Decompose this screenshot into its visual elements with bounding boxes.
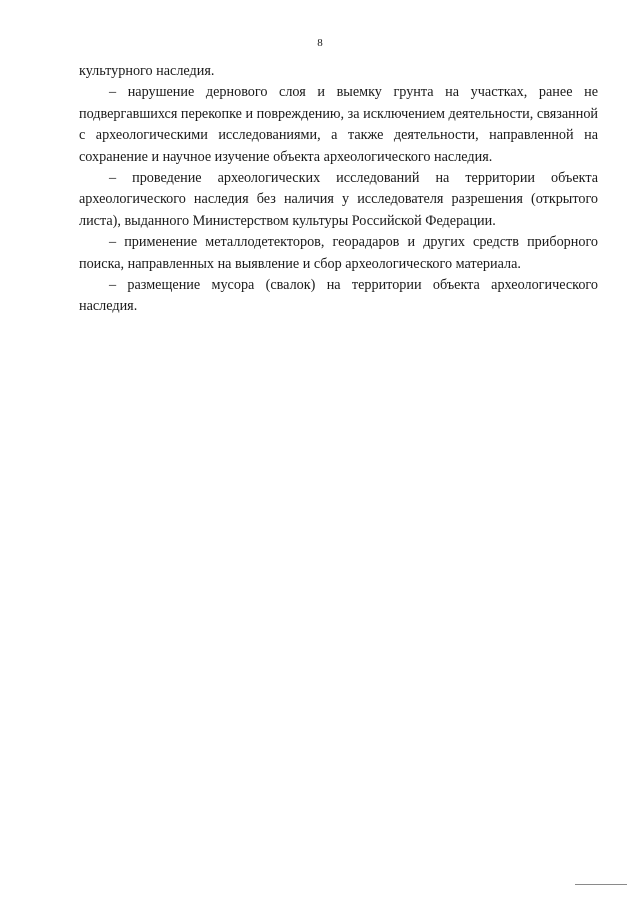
paragraph-continuation: культурного наследия.: [79, 63, 215, 79]
paragraph-item-metal-detectors: – применение металлодетекторов, георадаров и других средств приборного поиска, направленных на выявление и сбор археологического материала.: [79, 234, 598, 272]
page-number: 8: [317, 37, 323, 49]
footer-divider: [575, 884, 627, 885]
paragraph-item-research-permit: – проведение археологических исследований на территории объекта археологического наследия без наличия у исследователя разрешения (открытого листа), выданного Министерством культуры Российской Федерации.: [79, 170, 598, 229]
document-body: [79, 61, 598, 318]
paragraph-item-sod-layer: – нарушение дернового слоя и выемку грунта на участках, ранее не подвергавшихся перекопке и повреждению, за исключением деятельности, связанной с археологическими исследованиями, а также деятельности, направленной на сохранение и научное изучение объекта археологического наследия.: [79, 84, 598, 165]
paragraph-item-waste: – размещение мусора (свалок) на территории объекта археологического наследия.: [79, 277, 598, 315]
